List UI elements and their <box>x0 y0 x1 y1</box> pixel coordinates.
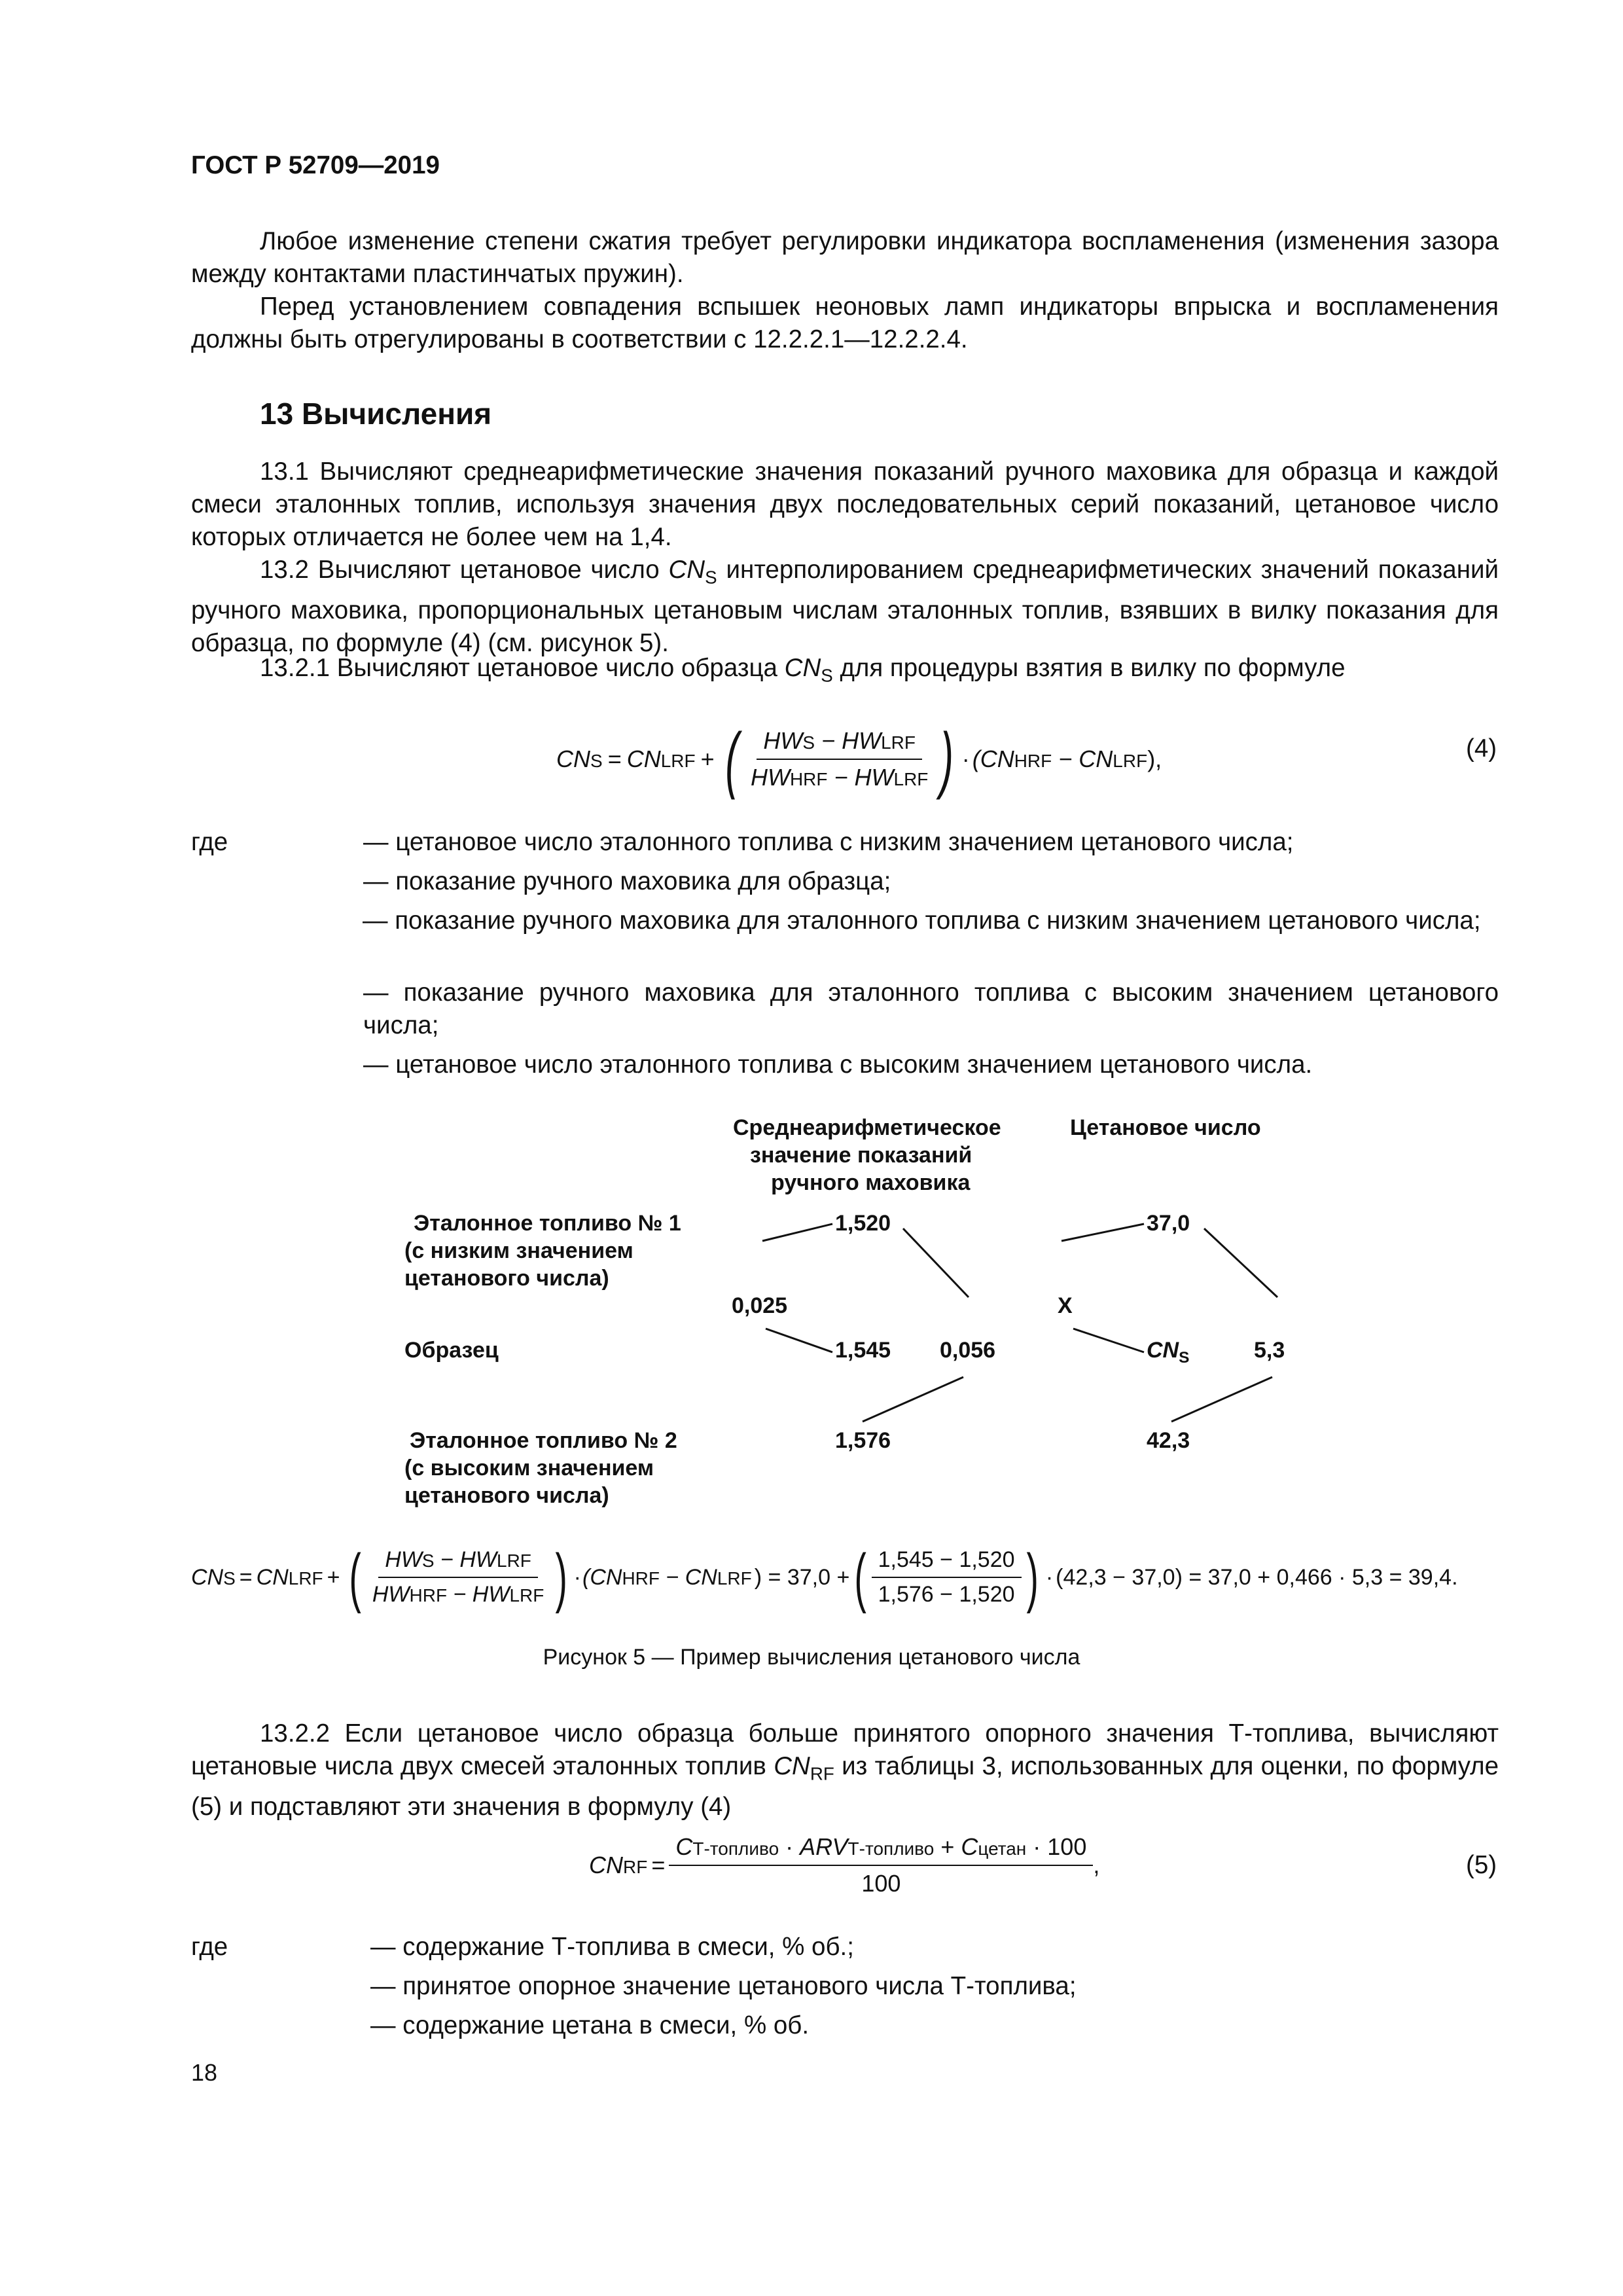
fig-cn-unknown: X <box>1058 1293 1073 1318</box>
def-desc-arv-tfuel: — принятое опорное значение цетанового числа Т-топлива; <box>370 1972 1077 2000</box>
symbol-cn: CN <box>668 556 705 584</box>
cn-s: CNS <box>556 745 603 772</box>
fig-hw-diff-small: 0,025 <box>732 1293 788 1318</box>
page-number: 18 <box>191 2059 218 2086</box>
right-paren: ) <box>940 718 954 800</box>
paragraph-13-2-end: интерполированием среднеарифметических значений показаний ручного маховика, пропорциональных цетановым числам эталонных топлив, взявших в вилку показания для образца, по формуле (4) (см. рисунок 5). <box>191 556 1499 657</box>
fig-line-cn-sample-in <box>1073 1329 1144 1352</box>
symbol-cn: CN <box>784 654 821 682</box>
paragraph-13-2-1-start: 13.2.1 Вычисляют цетановое число образца <box>260 654 785 682</box>
paragraph-intro-2: Перед установлением совпадения вспышек неоновых ламп индикаторы впрыска и воспламенения должны быть отрегулированы в соответствии с 12.2.2.1—12.2.2.4. <box>191 293 1499 353</box>
paragraph-13-1: 13.1 Вычисляют среднеарифметические значения показаний ручного маховика для образца и каждой смеси эталонных топлив, используя значения двух последовательных серий показаний, цетановое число которых отличается не более чем на 1,4. <box>191 457 1499 551</box>
fig-hw-diff-total: 0,056 <box>940 1338 996 1363</box>
fig-ref2-label-2: (с высоким значением <box>404 1456 654 1480</box>
fig-ref1-label-2: (с низким значением <box>404 1238 633 1263</box>
fig-line-hw-sample-in <box>766 1329 832 1352</box>
def-desc-hw-s: — показание ручного маховика для образца; <box>363 867 891 895</box>
def-desc-c-cetane: — содержание цетана в смеси, % об. <box>370 2011 810 2039</box>
formula-4-number: (4) <box>1466 734 1497 762</box>
fig-line-cn-ref1-in <box>1061 1224 1144 1241</box>
paragraph-13-2-2: 13.2.2 Если цетановое число образца больше принятого опорного значения Т-топлива, вычисляют цетановые числа двух смесей эталонных топлив $CN_{RF}$ из таблицы 3, использованных для оценки, по формуле (5) и подставляют эти значения в формулу (4) <box>191 1719 1499 1821</box>
fig-col1-header-2: значение показаний <box>750 1143 972 1168</box>
example-fraction-symbols: $\frac{\text{HWS − HWLRF}}{\text{HWHRF − HWLRF}}$ <box>372 1547 544 1607</box>
def-desc-cn-lrf: — цетановое число эталонного топлива с низким значением цетанового числа; <box>363 828 1294 856</box>
fig-cn-ref2: 42,3 <box>1147 1428 1190 1453</box>
fig-line-hw-ref2-out <box>863 1377 963 1422</box>
section-heading: 13 Вычисления <box>260 397 492 431</box>
document-code: ГОСТ Р 52709—2019 <box>191 151 440 179</box>
fraction-hw: $\frac{\text{HWS − HWLRF}}{\text{HWHRF − HWLRF}}$ <box>750 727 929 791</box>
fig-line-hw-ref1-in <box>762 1224 832 1241</box>
subscript-s: S <box>821 665 833 686</box>
left-paren: ( <box>725 718 739 800</box>
cn-lrf: CNLRF <box>626 745 696 772</box>
def-desc-hw-hrf: — показание ручного маховика для эталонного топлива с высоким значением цетанового числа; <box>363 978 1499 1039</box>
fig-ref1-label-3: цетанового числа) <box>404 1266 609 1291</box>
fig-cn-diff: 5,3 <box>1254 1338 1285 1363</box>
paragraph-13-2-1-end: для процедуры взятия в вилку по формуле <box>832 654 1346 682</box>
fig-hw-ref2: 1,576 <box>835 1428 891 1453</box>
where-label: где <box>191 828 228 856</box>
fig-sample-label: Образец <box>404 1338 499 1363</box>
fig-line-hw-ref1-out <box>903 1229 969 1297</box>
formula-5: CNRF = $\frac{\text{CТ-топливо · ARVТ-топливо + Cцетан · 100}}{100}$ , <box>589 1833 1100 1897</box>
fig-line-cn-ref1-out <box>1204 1229 1277 1297</box>
fig-col1-header-3: ручного маховика <box>771 1170 971 1195</box>
def-desc-hw-lrf: — показание ручного маховика для эталонного топлива с низким значением цетанового числа; <box>363 906 1481 935</box>
paragraph-13-2-1 <box>191 652 1499 692</box>
fig-cn-sample: $CN_S$ <box>1147 1338 1190 1367</box>
fig-ref1-label-1: Эталонное топливо № 1 <box>414 1211 681 1236</box>
fig-cn-ref1: 37,0 <box>1147 1211 1190 1236</box>
fig-col1-header-1: Среднеарифметическое <box>733 1115 1001 1140</box>
paragraph-13-2 <box>191 554 1499 660</box>
figure-5-caption: Рисунок 5 — Пример вычисления цетанового числа <box>543 1645 1080 1670</box>
fig-hw-sample: 1,545 <box>835 1338 891 1363</box>
def-desc-cn-hrf: — цетановое число эталонного топлива с высоким значением цетанового числа. <box>363 1050 1313 1079</box>
formula-5-number: (5) <box>1466 1851 1497 1879</box>
example-fraction-values: $\frac{1,545 - 1,520}{1,576 - 1,520}$ <box>872 1547 1022 1607</box>
fig-ref2-label-3: цетанового числа) <box>404 1483 609 1508</box>
fig-ref2-label-1: Эталонное топливо № 2 <box>410 1428 677 1453</box>
subscript-s: S <box>705 567 717 588</box>
def-desc-c-tfuel: — содержание Т-топлива в смеси, % об.; <box>370 1933 854 1961</box>
paragraph-intro-1: Любое изменение степени сжатия требует регулировки индикатора воспламенения (изменения зазора между контактами пластинчатых пружин). <box>191 227 1499 288</box>
figure-5-example-formula: CNS = CNLRF + ( $\frac{\text{HWS − HWLRF}}{\text{HWHRF − HWLRF}}$ ) · (CNHRF − CNLRF ) = 37,0 + ( $\frac{1,545 - 1,520}{1,576 - 1,520}$ ) · (42,3 − 37,0) = 37,0 + 0,466 · 5,3 = 39,4. <box>191 1541 1458 1614</box>
where-label-5: где <box>191 1933 228 1961</box>
fig-col2-header: Цетановое число <box>1070 1115 1261 1140</box>
fig-line-cn-ref2-out <box>1171 1377 1272 1422</box>
paragraph-13-2-start: 13.2 Вычисляют цетановое число <box>260 556 669 584</box>
fig-hw-ref1: 1,520 <box>835 1211 891 1236</box>
formula-5-fraction: $\frac{\text{CТ-топливо · ARVТ-топливо + Cцетан · 100}}{100}$ <box>669 1833 1093 1897</box>
formula-4: CNS = CNLRF + ( $\frac{\text{HWS − HWLRF}}{\text{HWHRF − HWLRF}}$ ) · (CNHRF − CNLRF), <box>556 718 1162 800</box>
